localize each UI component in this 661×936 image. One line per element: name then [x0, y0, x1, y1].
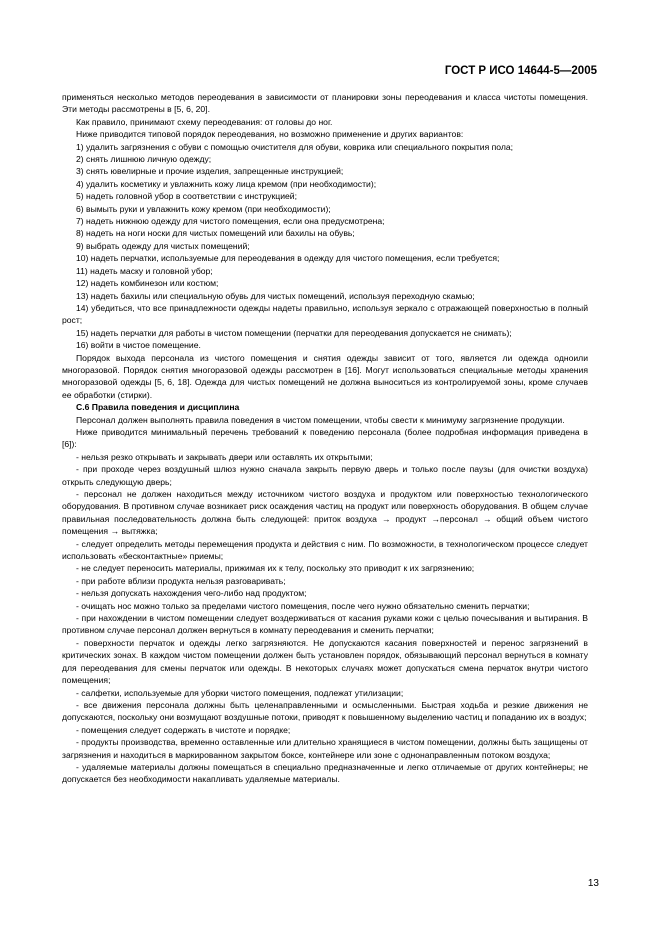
paragraph: Ниже приводится типовой порядок переодевания, но возможно применение и других вариантов:: [76, 129, 464, 140]
list-item: 11) надеть маску и головной убор;: [76, 265, 213, 276]
list-item: - все движения персонала должны быть целенаправленными и осмысленными. Быстрая ходьба и резкие движения не допускаются, поскольку они возмущают воздушные потоки, приводят к повышенному выделению частиц и попаданию их в воздух;: [62, 699, 588, 723]
list-item: - нельзя допускать нахождения чего-либо над продуктом;: [76, 588, 307, 599]
list-item: 15) надеть перчатки для работы в чистом помещении (перчатки для переодевания допускается не снимать);: [76, 327, 512, 338]
list-item: 7) надеть нижнюю одежду для чистого помещения, если она предусмотрена;: [76, 216, 385, 227]
list-item: - нельзя резко открывать и закрывать двери или оставлять их открытыми;: [76, 451, 373, 462]
list-item: - не следует переносить материалы, прижимая их к телу, поскольку это приводит к их загрязнению;: [76, 563, 475, 574]
list-item: - персонал не должен находиться между источником чистого воздуха и продуктом или поверхностью технологического оборудования. В противном случае возникает риск осаждения частиц на продукт или поверхность оборудования. В общем случае правильная последовательность должна быть следующей: приток воздуха → продукт →персонал → общий объем чистого помещения → вытяжка;: [62, 489, 588, 537]
list-item: - при проходе через воздушный шлюз нужно сначала закрыть первую дверь и только после паузы (для очистки воздуха) открыть следующую дверь;: [62, 464, 588, 487]
list-item: 10) надеть перчатки, используемые для переодевания в одежду для чистого помещения, если требуется;: [76, 253, 500, 264]
list-item: - удаляемые материалы должны помещаться в специально предназначенные и легко отличаемые от других контейнеры; не допускается без необходимости накапливать удаляемые материалы.: [62, 761, 588, 785]
paragraph: применяться несколько методов переодевания в зависимости от планировки зоны переодевания и класса чистоты помещения. Эти методы рассмотрены в [5, 6, 20].: [62, 92, 588, 115]
paragraph: Порядок выхода персонала из чистого помещения и снятия одежды зависит от того, является ли одежда одноили многоразовой. Порядок снятия многоразовой одежды рассмотрен в [16]. Могут использоваться специальные методы хранения многоразовой одежды [5, 6, 18]. Одежда для чистых помещений не должна выноситься из контролируемой зоны, кроме случаев ее обработки (стирки).: [62, 352, 588, 400]
document-header: ГОСТ Р ИСО 14644-5—2005: [444, 65, 597, 77]
list-item: 8) надеть на ноги носки для чистых помещений или бахилы на обувь;: [76, 228, 355, 239]
list-item: 12) надеть комбинезон или костюм;: [76, 278, 219, 289]
list-item: 9) выбрать одежду для чистых помещений;: [76, 240, 250, 251]
list-item: 5) надеть головной убор в соответствии с инструкцией;: [76, 191, 297, 202]
list-item: 3) снять ювелирные и прочие изделия, запрещенные инструкцией;: [76, 166, 344, 177]
list-item: 6) вымыть руки и увлажнить кожу кремом (при необходимости);: [76, 203, 331, 214]
list-item: - помещения следует содержать в чистоте и порядке;: [76, 724, 291, 735]
list-item: - при работе вблизи продукта нельзя разговаривать;: [76, 575, 286, 586]
list-item: 16) войти в чистое помещение.: [76, 340, 201, 351]
list-item: 1) удалить загрязнения с обуви с помощью очистителя для обуви, коврика или специального покрытия пола;: [76, 141, 514, 152]
list-item: 14) убедиться, что все принадлежности одежды надеты правильно, используя зеркало с отражающей поверхностью в полный рост;: [62, 302, 588, 326]
list-item: - следует определить методы перемещения продукта и действия с ним. По возможности, в технологическом процессе следует использовать «бесконтактные» приемы;: [62, 538, 588, 562]
section-heading: С.6 Правила поведения и дисциплина: [76, 402, 240, 413]
list-item: 2) снять лишнюю личную одежду;: [76, 154, 212, 165]
list-item: 4) удалить косметику и увлажнить кожу лица кремом (при необходимости);: [76, 178, 377, 189]
list-item: - при нахождении в чистом помещении следует воздерживаться от касания руками кожи с целью почесывания и вытирания. В противном случае персонал должен вернуться в комнату переодевания и сменить перчатки;: [62, 613, 588, 636]
paragraph: Ниже приводится минимальный перечень требований к поведению персонала (более подробная информация приведена в [6]):: [62, 426, 588, 450]
paragraph: Как правило, принимают схему переодевания: от головы до ног.: [76, 116, 333, 127]
page-number: 13: [587, 878, 599, 889]
list-item: - салфетки, используемые для уборки чистого помещения, подлежат утилизации;: [76, 687, 404, 698]
paragraph: Персонал должен выполнять правила поведения в чистом помещении, чтобы свести к минимуму загрязнение продукции.: [76, 414, 565, 425]
list-item: - очищать нос можно только за пределами чистого помещения, после чего нужно обязательно сменить перчатки;: [76, 600, 530, 611]
list-item: - поверхности перчаток и одежды легко загрязняются. Не допускаются касания поверхностей и перенос загрязнений в критических зонах. В каждом чистом помещении должен быть установлен порядок, обязывающий персонал вернуться в комнату для переодевания для смены перчаток или одежды. В некоторых случаях может допускаться смена перчаток внутри чистого помещения;: [62, 637, 588, 686]
page-body: [62, 91, 588, 786]
list-item: 13) надеть бахилы или специальную обувь для чистых помещений, используя переходную скамью;: [76, 290, 475, 301]
list-item: - продукты производства, временно оставленные или длительно хранящиеся в чистом помещении, должны быть защищены от загрязнения и находиться в маркированном закрытом боксе, контейнере или зоне с однонаправленным потоком воздуха;: [62, 737, 588, 760]
